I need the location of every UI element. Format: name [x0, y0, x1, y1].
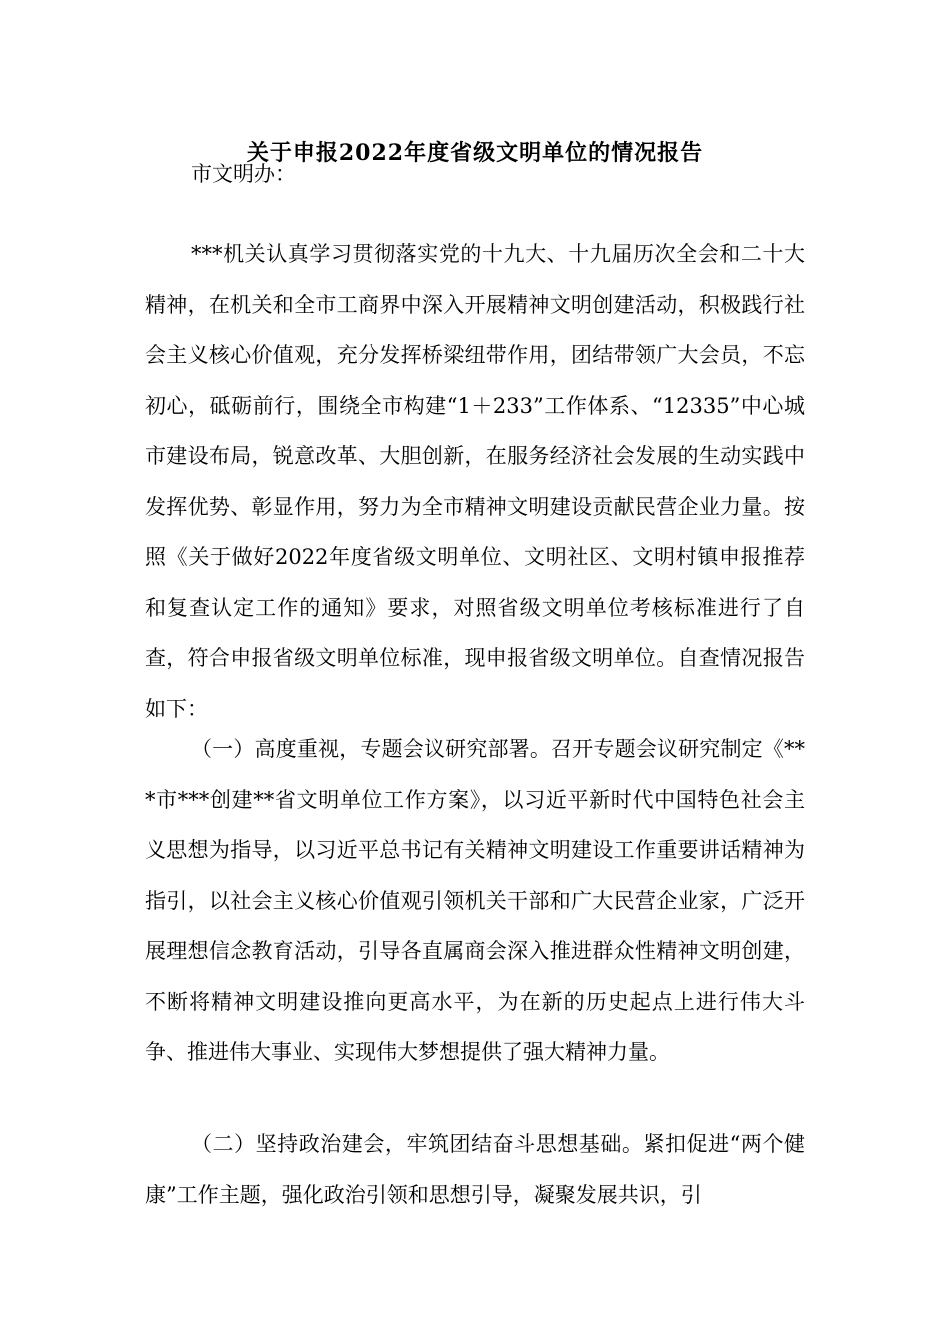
- paragraph-section-1: （一）高度重视，专题会议研究部署。召开专题会议研究制定《***市***创建**省文明单位工作方案》，以习近平新时代中国特色社会主义思想为指导，以习近平总书记有关精神文明建设工作重要讲话精神为指引，以社会主义核心价值观引领机关干部和广大民营企业家，广泛开展理想信念教育活动，引导各直属商会深入推进群众性精神文明创建，不断将精神文明建设推向更高水平，为在新的历史起点上进行伟大斗争、推进伟大事业、实现伟大梦想提供了强大精神力量。: [145, 737, 805, 1064]
- salutation: 市文明办：: [191, 162, 296, 186]
- paragraph-section-2: （二）坚持政治建会，牢筑团结奋斗思想基础。紧扣促进“两个健康”工作主题，强化政治引领和思想引导，凝聚发展共识，引: [145, 1132, 805, 1207]
- document-title: 关于申报2022年度省级文明单位的情况报告: [246, 140, 704, 166]
- paragraph-intro: ***机关认真学习贯彻落实党的十九大、十九届历次全会和二十大精神，在机关和全市工商界中深入开展精神文明创建活动，积极践行社会主义核心价值观，充分发挥桥梁纽带作用，团结带领广大会员，不忘初心，砥砺前行，围绕全市构建“1＋233”工作体系、“12335”中心城市建设布局，锐意改革、大胆创新，在服务经济社会发展的生动实践中发挥优势、彰显作用，努力为全市精神文明建设贡献民营企业力量。按照《关于做好2022年度省级文明单位、文明社区、文明村镇申报推荐和复查认定工作的通知》要求，对照省级文明单位考核标准进行了自查，符合申报省级文明单位标准，现申报省级文明单位。自查情况报告如下：: [145, 242, 805, 721]
